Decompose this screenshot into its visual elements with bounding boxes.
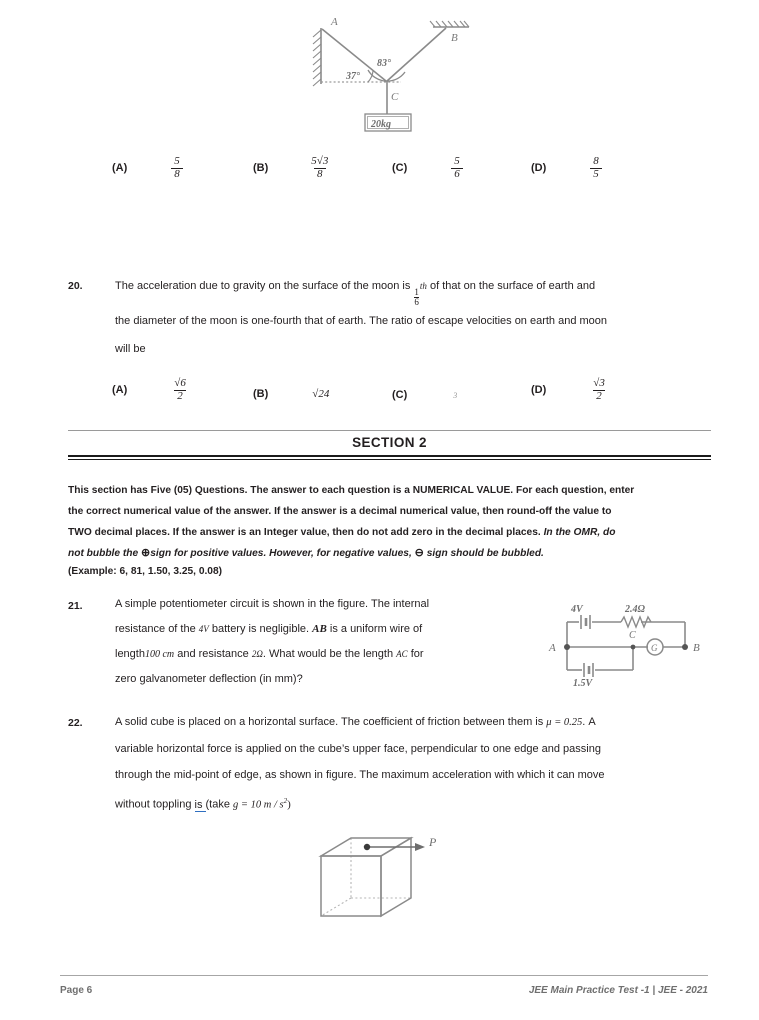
section-2-header [68,430,711,460]
q20-option-c-label: (C) [392,389,408,401]
instructions-line-3a: TWO decimal places. If the answer is an Integer value, then do not add zero in the decimal places. [68,527,541,538]
q20-option-b[interactable] [253,388,329,400]
q20-option-d-label: (D) [531,384,547,397]
option-b-value [274,156,333,180]
question-20-text-part2: of that on the surface of earth and [429,280,596,292]
spellcheck-underline-is: is [194,798,206,811]
question-21-line2 [115,617,515,642]
question-21-line3a: length [115,648,145,660]
question-22-line2: variable horizontal force is applied on the cube’s upper face, perpendicular to one edge and passing [115,743,601,755]
instructions-example: (Example: 6, 81, 1.50, 3.25, 0.08) [68,566,223,577]
circuit-node-c-label: C [629,630,636,641]
page-footer [60,975,708,996]
footer-test-name: JEE Main Practice Test -1 | JEE - 2021 [528,985,708,996]
question-20-number: 20. [68,280,83,292]
question-20-text-part1: The acceleration due to gravity on the surface of the moon is [115,280,411,292]
question-20-fraction [414,288,419,307]
circuit-battery-bottom-label: 1.5V [573,678,593,688]
question-20-line2: the diameter of the moon is one-fourth that of earth. The ratio of escape velocities on earth and moon [115,315,608,327]
option-d-numerator: 8 [593,155,599,167]
q20-option-a-label: (A) [112,384,128,397]
question-22-line1b: . A [582,716,596,728]
q20-option-c[interactable] [392,389,457,401]
question-21-voltage: 4V [198,624,209,634]
option-c-denominator: 6 [451,168,463,181]
cube-force-label: P [429,835,437,849]
q20-option-d-numerator: √3 [593,377,605,389]
question-21-line4: zero galvanometer deflection (in mm)? [115,673,303,685]
question-19-options [0,152,759,192]
q20-option-d-denominator: 2 [593,390,605,403]
question-22-line3: through the mid-point of edge, as shown in figure. The maximum acceleration with which it can move [115,769,605,781]
option-a-numerator: 5 [174,155,180,167]
instructions-line-4b: sign for positive values. However, for negative values, [150,548,412,559]
pulley-figure-svg [311,6,481,140]
question-22-line1a: A solid cube is placed on a horizontal surface. The coefficient of friction between them is [115,716,544,728]
question-22-line4c: ) [287,798,291,811]
option-d[interactable] [531,156,604,180]
section-rule-double [68,455,711,460]
question-21-line2c: is a uniform wire of [329,623,423,635]
question-22-line4a: without toppling [115,798,192,811]
q20-option-a-value [133,378,191,402]
figure-label-b: B [451,32,458,44]
q20-option-c-value: 3 [453,390,458,400]
instructions-line-1: This section has Five (05) Questions. The answer to each question is a NUMERICAL VALUE. For each question, enter [68,485,635,496]
figure-angle-83: 83° [377,58,391,69]
question-21-body [115,592,515,692]
option-a[interactable] [112,156,185,180]
option-c-label: (C) [392,162,408,175]
galvanometer-label: G [651,643,658,653]
option-b-label: (B) [253,162,269,175]
instructions-line-4 [68,543,713,564]
option-c-value [413,156,465,180]
question-21-wire-ab: AB [312,623,327,635]
question-21-segment-ac: AC [396,649,408,659]
section-title: SECTION 2 [352,435,427,450]
figure-angle-37: 37° [346,71,360,82]
option-a-label: (A) [112,162,128,175]
question-22-body [115,709,715,819]
figure-cube-toppling [305,812,495,930]
figure-label-c: C [391,91,399,103]
q20-option-d[interactable] [531,378,610,402]
q20-option-a-numerator: √6 [174,377,186,389]
q20-option-a-denominator: 2 [174,390,186,403]
q20-option-d-value [552,378,610,402]
question-21-line3d: for [410,648,424,660]
option-c[interactable] [392,156,465,180]
figure-label-a: A [331,16,338,28]
question-20-fraction-numerator: 1 [414,287,419,297]
question-22-mu-value: μ = 0.25 [546,717,583,728]
footer-page-number: Page 6 [60,985,93,996]
question-20-th-suffix: th [419,281,427,291]
figure-string-tension [311,6,481,140]
option-d-value [552,156,604,180]
circuit-node-a-label: A [549,642,556,654]
option-d-label: (D) [531,162,547,175]
question-22-line4b: (take [205,798,230,811]
option-a-value [133,156,185,180]
question-20-line3: will be [115,343,146,355]
question-21-line2b: battery is negligible. [211,623,310,635]
section-instructions [68,480,713,564]
instructions-line-2: the correct numerical value of the answer. If the answer is a decimal numerical value, then round-off the value to [68,506,612,517]
question-20-fraction-denominator: 6 [414,297,419,307]
question-22-line1 [115,709,715,736]
question-21-number: 21. [68,600,83,612]
circuit-figure-svg [545,592,710,688]
question-21-line3 [115,642,515,667]
instructions-line-3b: In the OMR, do [543,527,616,538]
question-20-body [115,272,715,363]
instructions-line-3 [68,522,713,543]
option-c-numerator: 5 [454,155,460,167]
q20-option-b-value: √24 [312,388,330,400]
circuit-battery-top-label: 4V [571,604,583,615]
question-22-exponent: 2 [283,797,288,805]
question-22-gravity-value: g = 10 m / s [233,799,284,811]
option-a-denominator: 8 [171,168,183,181]
instructions-line-4a: not bubble the [68,548,139,559]
circuit-node-b-label: B [693,642,700,654]
question-21-line1: A simple potentiometer circuit is shown in the figure. The internal [115,598,430,610]
circuit-resistor-label: 2.4Ω [625,604,645,615]
option-b[interactable] [253,156,333,180]
figure-mass-label: 20kg [371,119,391,130]
minus-circle-icon: ⊖ [414,547,424,559]
figure-potentiometer-circuit [545,592,710,688]
option-b-numerator: 5√3 [311,155,329,167]
plus-circle-icon: ⊕ [141,547,151,559]
footer-row [60,976,708,996]
question-21-line3b: and resistance [177,648,249,660]
question-21-resistance: 2Ω [251,649,263,659]
cube-figure-svg [305,812,495,930]
question-21-line2a: resistance of the [115,623,196,635]
q20-option-b-label: (B) [253,388,269,400]
instructions-line-4c: sign should be bubbled. [426,548,544,559]
question-22-number: 22. [68,717,83,729]
question-21-line3c: . What would be the length [262,648,394,660]
option-d-denominator: 5 [590,168,602,181]
option-b-denominator: 8 [314,168,326,181]
question-21-length: 100 cm [144,649,175,660]
q20-option-a[interactable] [112,378,191,402]
question-20-options [0,376,759,416]
